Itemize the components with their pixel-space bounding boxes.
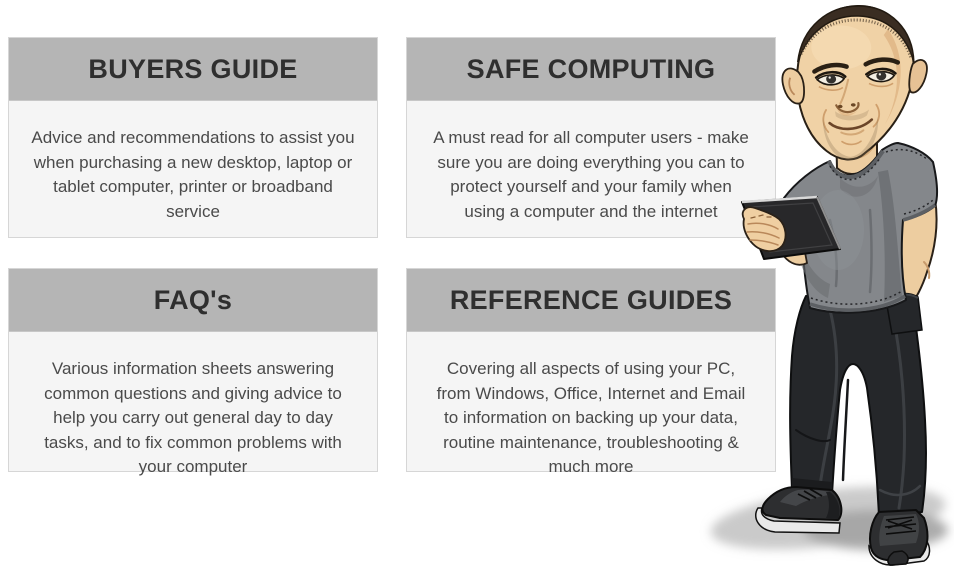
card-title-faqs: FAQ's xyxy=(9,269,377,332)
card-description-reference-guides: Covering all aspects of using your PC, from Windows, Office, Internet and Email to information on backing up your data, routine maintenance, troubleshooting & much more xyxy=(436,359,746,476)
t-shirt xyxy=(784,143,937,313)
right-ear xyxy=(909,60,927,93)
ground-shadow xyxy=(707,476,948,560)
card-description-buyers-guide: Advice and recommendations to assist you when purchasing a new desktop, laptop or tablet computer, printer or broadband service xyxy=(31,128,355,221)
card-title-buyers-guide: BUYERS GUIDE xyxy=(9,38,377,101)
neck xyxy=(836,122,877,174)
card-title-safe-computing: SAFE COMPUTING xyxy=(407,38,775,101)
head xyxy=(780,3,929,162)
trousers xyxy=(790,296,926,517)
card-faqs[interactable] xyxy=(8,268,378,476)
card-description-faqs: Various information sheets answering common questions and giving advice to help you carry out general day to day tasks, and to fix common problems with your computer xyxy=(44,359,342,476)
right-shoe xyxy=(869,510,930,565)
left-ear xyxy=(782,68,805,104)
card-description-safe-computing: A must read for all computer users - make sure you are doing everything you can to protect yourself and your family when using a computer and the internet xyxy=(433,128,749,221)
card-title-reference-guides: REFERENCE GUIDES xyxy=(407,269,775,332)
card-buyers-guide[interactable] xyxy=(8,37,378,238)
hair xyxy=(798,4,916,66)
card-safe-computing[interactable] xyxy=(406,37,776,238)
left-shoe xyxy=(756,487,842,533)
card-reference-guides[interactable] xyxy=(406,268,776,476)
right-arm xyxy=(886,199,937,334)
